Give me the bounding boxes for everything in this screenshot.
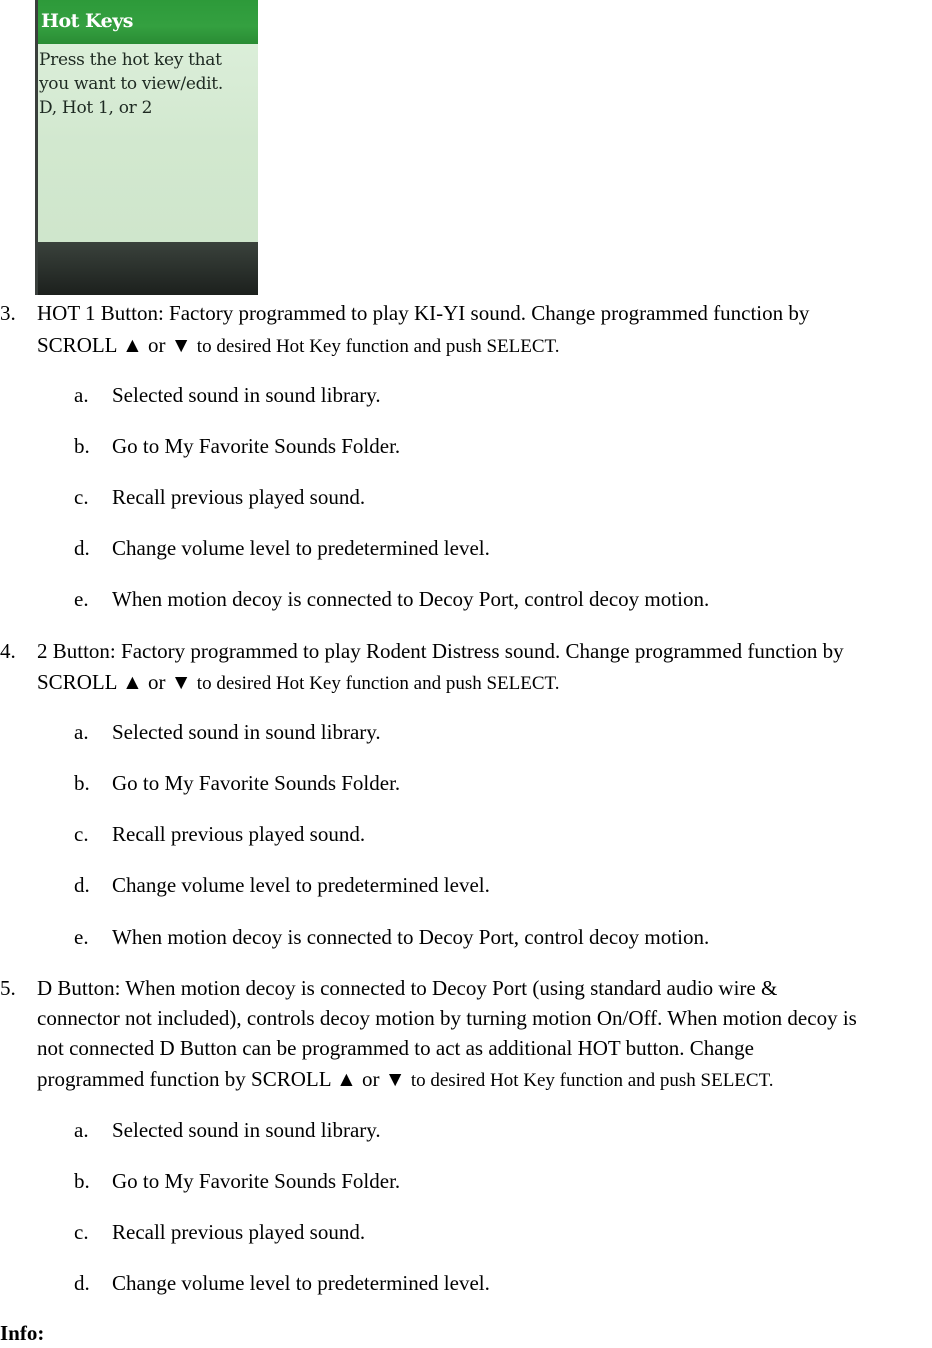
item-text: connector not included), controls decoy motion by turning motion On/Off. When motion decoy is <box>37 1006 857 1030</box>
sub-item-letter: a. <box>74 720 89 744</box>
screen-header <box>36 0 258 44</box>
sub-item-letter: a. <box>74 1118 89 1142</box>
sub-item-letter: d. <box>74 873 90 897</box>
sub-item-text: Recall previous played sound. <box>112 485 366 509</box>
screen-title: Hot Keys <box>41 10 133 32</box>
screen-line: Press the hot key that <box>39 50 222 70</box>
sub-item-text: Recall previous played sound. <box>112 1220 366 1244</box>
sub-item-text: Change volume level to predetermined level. <box>112 536 490 560</box>
hot-keys-screen-photo <box>35 0 258 295</box>
sub-item-text: Selected sound in sound library. <box>112 1118 381 1142</box>
sub-item-letter: a. <box>74 383 89 407</box>
sub-item-text: When motion decoy is connected to Decoy Port, control decoy motion. <box>112 925 710 949</box>
sub-item-letter: d. <box>74 1271 90 1295</box>
info-heading: Info: <box>0 1321 45 1345</box>
item-text: not connected D Button can be programmed to act as additional HOT button. Change <box>37 1036 754 1060</box>
sub-item-text: When motion decoy is connected to Decoy Port, control decoy motion. <box>112 587 710 611</box>
sub-item-text: Selected sound in sound library. <box>112 383 381 407</box>
item-number: 4. <box>0 639 16 663</box>
item-text-small: to desired Hot Key function and push SELECT. <box>196 336 560 357</box>
item-text-small: to desired Hot Key function and push SELECT. <box>410 1070 774 1091</box>
sub-item-text: Go to My Favorite Sounds Folder. <box>112 434 401 458</box>
sub-item-letter: e. <box>74 587 89 611</box>
sub-item-letter: c. <box>74 485 89 509</box>
item-text: 2 Button: Factory programmed to play Rodent Distress sound. Change programmed function by <box>37 639 844 663</box>
item-text: D Button: When motion decoy is connected to Decoy Port (using standard audio wire & <box>37 976 778 1000</box>
item-text: SCROLL ▲ or ▼ <box>37 333 197 357</box>
item-number: 5. <box>0 976 16 1000</box>
sub-item-text: Change volume level to predetermined level. <box>112 873 490 897</box>
sub-item-text: Change volume level to predetermined level. <box>112 1271 490 1295</box>
sub-item-letter: b. <box>74 771 90 795</box>
sub-item-text: Selected sound in sound library. <box>112 720 381 744</box>
sub-item-text: Go to My Favorite Sounds Folder. <box>112 771 401 795</box>
screen-footer <box>36 242 258 295</box>
sub-item-letter: b. <box>74 1169 90 1193</box>
item-text: HOT 1 Button: Factory programmed to play KI-YI sound. Change programmed function by <box>37 301 810 325</box>
sub-item-letter: c. <box>74 1220 89 1244</box>
sub-item-letter: d. <box>74 536 90 560</box>
sub-item-letter: e. <box>74 925 89 949</box>
item-number: 3. <box>0 301 16 325</box>
sub-item-letter: b. <box>74 434 90 458</box>
screen-body <box>36 44 258 242</box>
sub-item-text: Recall previous played sound. <box>112 822 366 846</box>
sub-item-text: Go to My Favorite Sounds Folder. <box>112 1169 401 1193</box>
item-text: programmed function by SCROLL ▲ or ▼ <box>37 1067 411 1091</box>
sub-item-letter: c. <box>74 822 89 846</box>
item-text: SCROLL ▲ or ▼ <box>37 670 197 694</box>
screen-frame <box>35 0 38 295</box>
screen-line: D, Hot 1, or 2 <box>39 98 153 118</box>
screen-line: you want to view/edit. <box>39 74 223 94</box>
item-text-small: to desired Hot Key function and push SELECT. <box>196 673 560 694</box>
